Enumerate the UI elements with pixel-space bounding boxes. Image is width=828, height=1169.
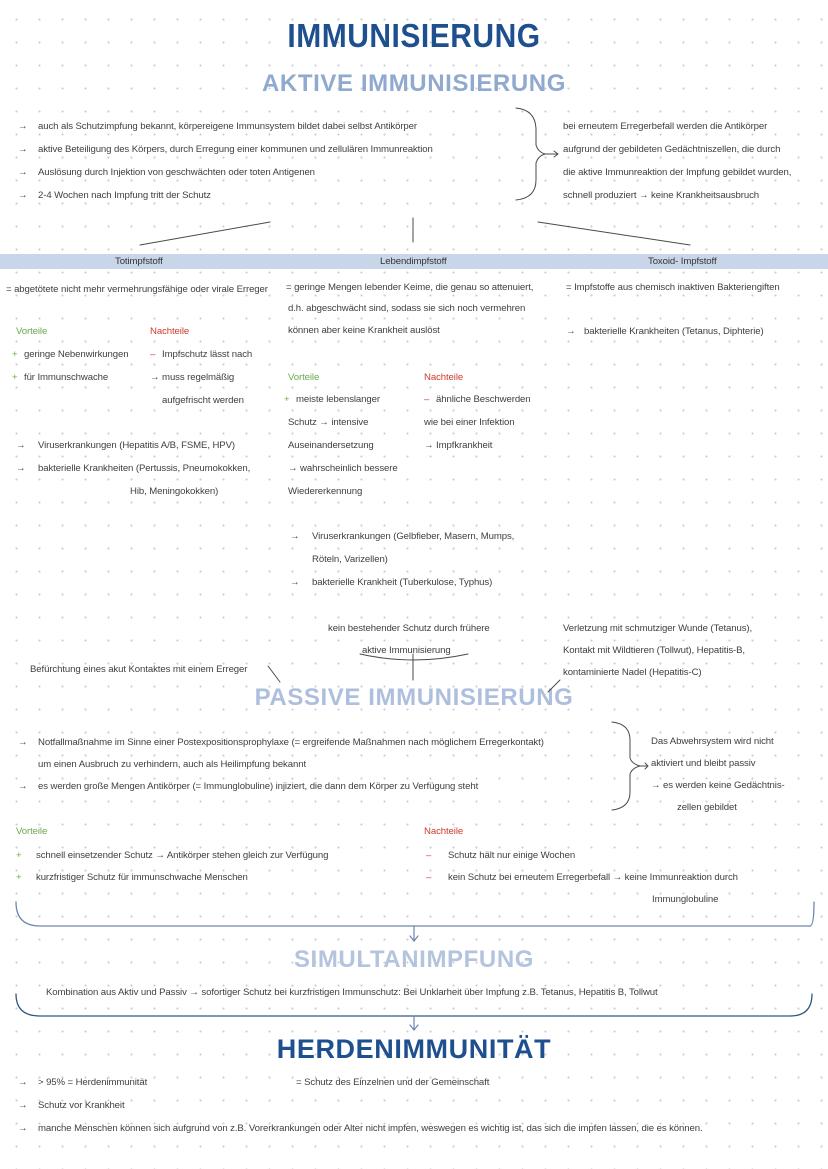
nachteil-item: kein Schutz bei erneutem Erregerbefall → keine Immunreaktion durch bbox=[448, 872, 738, 883]
arrow-icon: → bbox=[18, 781, 28, 792]
vorteil-item: Auseinandersetzung bbox=[288, 440, 374, 451]
nachteil-item: ähnliche Beschwerden bbox=[436, 394, 531, 405]
example-item: Hib, Meningokokken) bbox=[130, 486, 219, 497]
example-item: bakterielle Krankheit (Tuberkulose, Typhus) bbox=[312, 577, 493, 588]
vorteile-label: Vorteile bbox=[16, 326, 48, 337]
example-item: Viruserkrankungen (Gelbfieber, Masern, Mumps, bbox=[312, 531, 515, 542]
example-item: bakterielle Krankheiten (Tetanus, Diphterie) bbox=[584, 326, 764, 337]
bridge-left: Befürchtung eines akut Kontaktes mit einem Erreger bbox=[30, 664, 248, 675]
bridge-center: aktive Immunisierung bbox=[362, 645, 451, 656]
arrow-icon: → bbox=[16, 440, 26, 451]
arrow-icon: → bbox=[18, 737, 28, 748]
toxoid-desc: = Impfstoffe aus chemisch inaktiven Bakteriengiften bbox=[566, 282, 780, 293]
arrow-icon: → bbox=[18, 1123, 28, 1134]
nachteil-item: Immunglobuline bbox=[652, 894, 719, 905]
nachteile-label: Nachteile bbox=[150, 326, 190, 337]
nachteile-label: Nachteile bbox=[424, 826, 464, 837]
nachteil-item: wie bei einer Infektion bbox=[424, 417, 515, 428]
aktiv-bullet: aktive Beteiligung des Körpers, durch Erregung einer kommunen und zellulären Immunreaktion bbox=[38, 144, 433, 155]
arrow-icon: → bbox=[18, 144, 28, 155]
tot-label: Totimpfstoff bbox=[115, 256, 163, 267]
aktiv-bullet: 2-4 Wochen nach Impfung tritt der Schutz bbox=[38, 190, 211, 201]
herde-side: = Schutz des Einzelnen und der Gemeinschaft bbox=[296, 1077, 490, 1088]
note-line: → es werden keine Gedächtnis- bbox=[651, 780, 785, 791]
split-line-left bbox=[140, 222, 270, 245]
simultan-text: Kombination aus Aktiv und Passiv → sofortiger Schutz bei kurzfristigen Immunschutz: Bei Unklarheit über Impfung z.B. Tetanus, Hepatitis B, Tollwut bbox=[46, 987, 658, 998]
aktiv-bullet: Auslösung durch Injektion von geschwächten oder toten Antigenen bbox=[38, 167, 315, 178]
passiv-brace bbox=[612, 722, 640, 810]
aktiv-heading: AKTIVE IMMUNISIERUNG bbox=[261, 70, 566, 97]
minus-icon: – bbox=[426, 872, 432, 883]
bridge-right: Kontakt mit Wildtieren (Tollwut), Hepatitis-B, bbox=[563, 645, 746, 656]
minus-icon: – bbox=[426, 850, 432, 861]
arrow-icon: → bbox=[18, 190, 28, 201]
note-line: schnell produziert → keine Krankheitsausbruch bbox=[563, 190, 760, 201]
note-line: zellen gebildet bbox=[677, 802, 737, 813]
note-line: bei erneutem Erregerbefall werden die Antikörper bbox=[563, 121, 768, 132]
vorteile-label: Vorteile bbox=[288, 372, 320, 383]
vorteil-item: Wiedererkennung bbox=[288, 486, 363, 497]
aktiv-bullet: auch als Schutzimpfung bekannt, körpereigene Immunsystem bildet dabei selbst Antikörper bbox=[38, 121, 417, 132]
plus-icon: + bbox=[16, 850, 22, 861]
nachteil-item: → muss regelmäßig bbox=[150, 372, 235, 383]
arrow-icon: → bbox=[290, 531, 300, 542]
bridge-right-line bbox=[548, 680, 560, 692]
example-item: Viruserkrankungen (Hepatitis A/B, FSME, HPV) bbox=[38, 440, 235, 451]
plus-icon: + bbox=[16, 872, 22, 883]
vorteil-item: kurzfristiger Schutz für immunschwache Menschen bbox=[36, 872, 248, 883]
nachteil-item: Impfschutz lässt nach bbox=[162, 349, 253, 360]
passiv-bullet: um einen Ausbruch zu verhindern, auch als Heilimpfung bekannt bbox=[38, 759, 307, 770]
simultan-heading: SIMULTANIMPFUNG bbox=[293, 946, 535, 973]
passiv-brace-arrow bbox=[640, 763, 648, 769]
passiv-bullet: Notfallmaßnahme im Sinne einer Postexpositionsprophylaxe (= ergreifende Maßnahmen nach möglichem Erregerkontakt) bbox=[38, 737, 544, 748]
passiv-bottom-brace bbox=[16, 902, 814, 926]
tot-desc: = abgetötete nicht mehr vermehrungsfähige oder virale Erreger bbox=[6, 284, 268, 295]
example-item: Röteln, Varizellen) bbox=[312, 554, 388, 565]
nachteile-label: Nachteile bbox=[424, 372, 464, 383]
down-arrow-2 bbox=[410, 1016, 418, 1030]
bridge-left-line bbox=[268, 666, 280, 682]
bridge-right: kontaminierte Nadel (Hepatitis-C) bbox=[563, 667, 702, 678]
simultan-brace bbox=[16, 994, 812, 1016]
arrow-icon: → bbox=[566, 326, 576, 337]
brace-arrow bbox=[545, 151, 558, 157]
herde-heading: HERDENIMMUNITÄT bbox=[276, 1034, 552, 1064]
nachteil-item: Schutz hält nur einige Wochen bbox=[448, 850, 576, 861]
aktiv-brace bbox=[516, 108, 545, 200]
nachteil-item: aufgefrischt werden bbox=[162, 395, 244, 406]
toxoid-label: Toxoid- Impfstoff bbox=[648, 256, 717, 267]
vorteil-item: → wahrscheinlich bessere bbox=[288, 463, 398, 474]
bridge-center: kein bestehender Schutz durch frühere bbox=[328, 623, 490, 634]
note-line: aktiviert und bleibt passiv bbox=[651, 758, 756, 769]
passiv-bullet: es werden große Mengen Antikörper (= Immunglobuline) injiziert, die dann dem Körper zu Verfügung steht bbox=[38, 781, 479, 792]
plus-icon: + bbox=[284, 394, 290, 405]
herde-line: manche Menschen können sich aufgrund von z.B. Vorerkrankungen oder Alter nicht impfen, weswegen es wichtig ist, das sich die impfen lassen, die es können. bbox=[38, 1123, 703, 1134]
split-line-right bbox=[538, 222, 690, 245]
vorteil-item: meiste lebenslanger bbox=[296, 394, 380, 405]
minus-icon: – bbox=[424, 394, 430, 405]
lebend-desc: können aber keine Krankheit auslöst bbox=[288, 325, 440, 336]
arrow-icon: → bbox=[18, 167, 28, 178]
plus-icon: + bbox=[12, 372, 18, 383]
vorteil-item: schnell einsetzender Schutz → Antikörper stehen gleich zur Verfügung bbox=[36, 850, 329, 861]
plus-icon: + bbox=[12, 349, 18, 360]
arrow-icon: → bbox=[18, 121, 28, 132]
vorteile-label: Vorteile bbox=[16, 826, 48, 837]
vorteil-item: Schutz → intensive bbox=[288, 417, 369, 428]
passiv-heading: PASSIVE IMMUNISIERUNG bbox=[254, 684, 574, 711]
arrow-icon: → bbox=[290, 577, 300, 588]
down-arrow-1 bbox=[410, 926, 418, 941]
bridge-right: Verletzung mit schmutziger Wunde (Tetanus), bbox=[563, 623, 753, 634]
herde-line: Schutz vor Krankheit bbox=[38, 1100, 125, 1111]
vorteil-item: geringe Nebenwirkungen bbox=[24, 349, 129, 360]
lebend-label: Lebendimpfstoff bbox=[380, 256, 447, 267]
note-line: die aktive Immunreaktion der Impfung gebildet wurden, bbox=[563, 167, 792, 178]
note-line: aufgrund der gebildeten Gedächtniszellen, die durch bbox=[563, 144, 781, 155]
lebend-desc: d.h. abgeschwächt sind, sodass sie sich noch vermehren bbox=[288, 303, 526, 314]
arrow-icon: → bbox=[18, 1077, 28, 1088]
arrow-icon: → bbox=[16, 463, 26, 474]
example-item: bakterielle Krankheiten (Pertussis, Pneumokokken, bbox=[38, 463, 251, 474]
vorteil-item: für Immunschwache bbox=[24, 372, 109, 383]
bridge-center-curve bbox=[360, 654, 468, 660]
lebend-desc: = geringe Mengen lebender Keime, die genau so attenuiert, bbox=[286, 282, 534, 293]
herde-line: > 95% = Herdenimmunität bbox=[38, 1077, 148, 1088]
page-title: IMMUNISIERUNG bbox=[287, 17, 541, 55]
nachteil-item: → Impfkrankheit bbox=[424, 440, 493, 451]
note-line: Das Abwehrsystem wird nicht bbox=[651, 736, 774, 747]
arrow-icon: → bbox=[18, 1100, 28, 1111]
minus-icon: – bbox=[150, 349, 156, 360]
